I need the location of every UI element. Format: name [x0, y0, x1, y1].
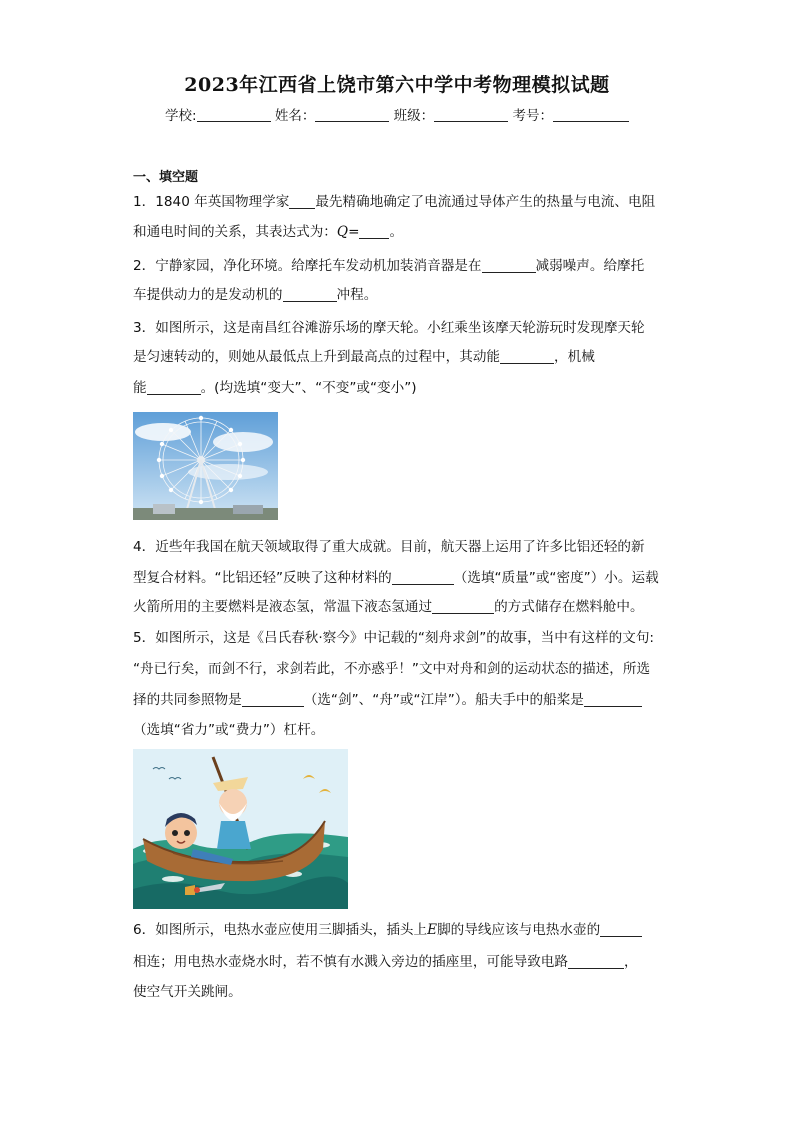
q1-line-2: [133, 222, 403, 242]
q6-text: 相连；用电热水壶烧水时，若不慎有水溅入旁边的插座里，可能导致电路: [133, 954, 568, 970]
q2-text: 冲程。: [336, 287, 378, 303]
class-blank[interactable]: [434, 107, 508, 122]
q3-line-3: [133, 378, 417, 398]
school-blank[interactable]: [197, 107, 271, 122]
q4-line-3: [133, 597, 644, 617]
q2-text: 车提供动力的是发动机的: [133, 287, 283, 303]
q6-variable: E: [427, 922, 438, 938]
exam-title: 2023年江西省上饶市第六中学中考物理模拟试题: [184, 74, 610, 96]
q6-line-2: [133, 952, 638, 972]
q3-blank-kinetic[interactable]: [500, 349, 554, 364]
section-heading: 一、填空题: [133, 170, 199, 185]
q3-text: 能: [133, 380, 147, 396]
q6-line-3: 使空气开关跳闸。: [133, 984, 242, 1000]
q5-text: 择的共同参照物是: [133, 692, 242, 708]
ferris-wheel-image: [133, 412, 278, 520]
q4-text: 火箭所用的主要燃料是液态氢，常温下液态氢通过: [133, 599, 433, 615]
q4-line-2: [133, 568, 659, 588]
name-blank[interactable]: [315, 107, 389, 122]
q4-text: （选填“质量”或“密度”）小。运载: [453, 570, 659, 586]
q6-blank-connect[interactable]: [600, 922, 642, 937]
q1-text: 和通电时间的关系，其表达式为：: [133, 224, 337, 240]
q1-text: 最先精确地确定了电流通过导体产生的热量与电流、电阻: [315, 194, 656, 210]
q1-text: =: [348, 224, 360, 240]
id-blank[interactable]: [553, 107, 629, 122]
q6-line-1: [133, 920, 642, 940]
q1-text: 。: [389, 224, 404, 240]
q6-text: 脚的导线应该与电热水壶的: [437, 922, 601, 938]
q3-text: ，机械: [554, 349, 595, 365]
school-label: 学校:: [165, 108, 197, 124]
q6-text: 6．如图所示，电热水壶应使用三脚插头，插头上: [133, 922, 428, 938]
q1-line-1: [133, 192, 655, 212]
q2-blank-2[interactable]: [283, 287, 337, 302]
q5-line-3: [133, 690, 642, 710]
q4-line-1: 4．近些年我国在航天领域取得了重大成就。目前，航天器上运用了许多比铝还轻的新: [133, 539, 645, 555]
q2-text: 减弱噪声。给摩托: [535, 258, 645, 274]
q2-text: 2．宁静家园，净化环境。给摩托车发动机加装消音器是在: [133, 258, 482, 274]
q6-blank-circuit[interactable]: [568, 954, 624, 969]
name-label: 姓名：: [274, 108, 316, 124]
student-info-row: [0, 104, 794, 124]
q5-line-1: 5．如图所示，这是《吕氏春秋·察今》中记载的“刻舟求剑”的故事，当中有这样的文句:: [133, 630, 655, 646]
id-label: 考号：: [512, 108, 553, 124]
q2-line-2: [133, 285, 377, 305]
q5-blank-lever[interactable]: [584, 692, 642, 707]
q5-line-2: “舟已行矣，而剑不行，求剑若此，不亦惑乎！”文中对舟和剑的运动状态的描述，所选: [133, 661, 651, 677]
q2-blank-1[interactable]: [482, 258, 536, 273]
q5-line-4: （选填“省力”或“费力”）杠杆。: [133, 722, 325, 738]
q6-text: ，: [624, 954, 638, 970]
q3-line-1: 3．如图所示，这是南昌红谷滩游乐场的摩天轮。小红乘坐该摩天轮游玩时发现摩天轮: [133, 320, 645, 336]
q1-blank-physicist[interactable]: [289, 194, 315, 209]
q3-text: 。(均选填“变大”、“不变”或“变小”): [200, 380, 417, 396]
q4-text: 型复合材料。“比铝还轻”反映了这种材料的: [133, 570, 392, 586]
q5-text: （选“剑”、“舟”或“江岸”）。船夫手中的船桨是: [303, 692, 584, 708]
q3-text: 是匀速转动的，则她从最低点上升到最高点的过程中，其动能: [133, 349, 501, 365]
q4-blank-method[interactable]: [432, 599, 494, 614]
boat-story-image: [133, 749, 348, 909]
q3-blank-mechanical[interactable]: [147, 380, 201, 395]
q1-blank-formula[interactable]: [359, 224, 389, 239]
q3-line-2: [133, 347, 595, 367]
q4-text: 的方式储存在燃料舱中。: [494, 599, 644, 615]
class-label: 班级：: [393, 108, 435, 124]
q4-blank-property[interactable]: [392, 570, 454, 585]
q1-text: 1．1840 年英国物理学家: [133, 194, 290, 210]
q2-line-1: [133, 256, 644, 276]
q1-variable: Q: [336, 224, 349, 240]
q5-blank-reference[interactable]: [242, 692, 304, 707]
